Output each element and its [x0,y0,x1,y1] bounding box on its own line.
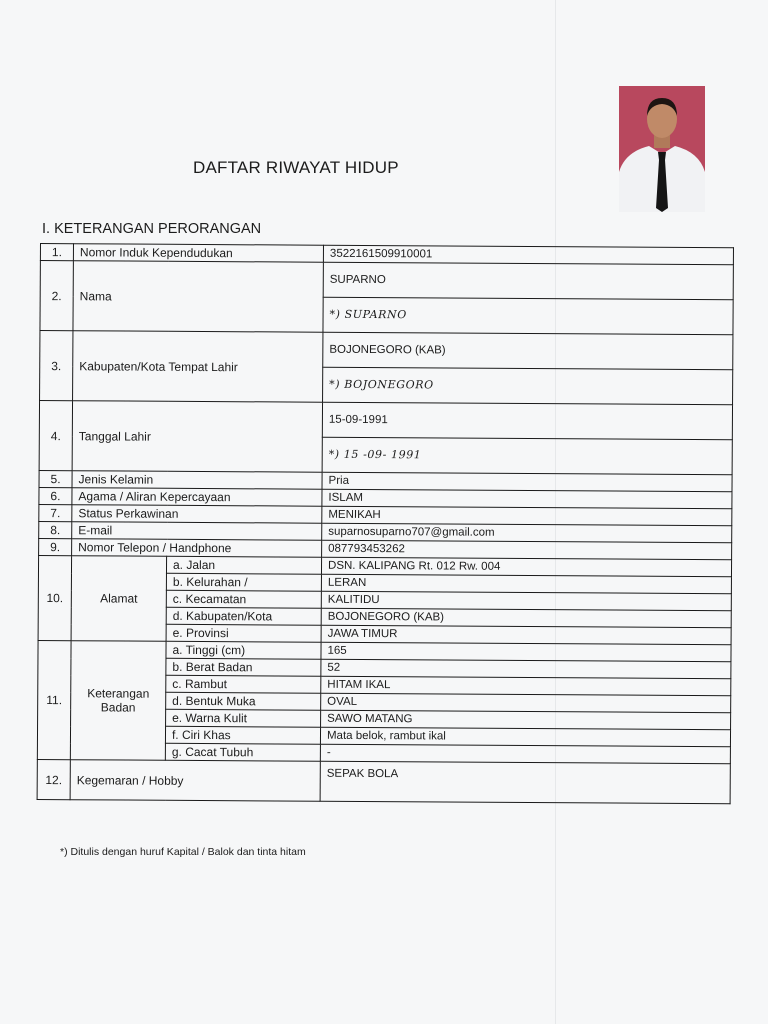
row-number: 10. [38,555,72,640]
field-label: Jenis Kelamin [72,471,322,490]
sub-label: c. Kecamatan [166,590,321,608]
row-number: 3. [40,331,73,401]
field-value: OVAL [321,693,731,713]
row-number: 12. [37,759,70,799]
field-value: JAWA TIMUR [321,625,731,645]
field-value: ISLAM [322,489,732,509]
field-label: Alamat [71,556,167,642]
row-number: 8. [39,521,72,538]
sub-label: b. Kelurahan / [166,573,321,591]
field-label: Kabupaten/Kota Tempat Lahir [73,331,323,403]
sub-label: g. Cacat Tubuh [165,743,320,761]
sub-label: f. Ciri Khas [165,726,320,744]
phone-value: 087793453262 [322,540,732,560]
sub-label: d. Kabupaten/Kota [166,607,321,625]
field-value: 15-09-1991 [322,402,732,440]
field-value: LERAN [321,574,731,594]
field-label: Nama [73,261,323,333]
section-heading: I. KETERANGAN PERORANGAN [42,221,262,237]
field-label: Nomor Induk Kependudukan [73,244,323,263]
row-number: 1. [40,244,73,261]
sub-label: a. Jalan [166,556,321,574]
table-row [40,261,733,300]
field-label: Nomor Telepon / Handphone [72,539,322,558]
field-value: Pria [322,472,732,492]
table-row [40,331,733,370]
field-value: KALITIDU [321,591,731,611]
row-number: 9. [39,538,72,555]
row-number: 11. [37,640,71,759]
field-label [70,641,166,761]
field-label: Kegemaran / Hobby [70,760,320,802]
field-value: BOJONEGORO (KAB) [323,332,733,370]
field-label: Status Perkawinan [72,505,322,524]
handwritten-value: *) SUPARNO [323,297,733,335]
handwritten-value: *) 15 -09- 1991 [322,437,732,475]
document-title: DAFTAR RIWAYAT HIDUP [193,158,399,177]
table-row [37,759,730,803]
field-value: 3522161509910001 [323,245,733,265]
field-label-line: Keterangan [87,686,150,701]
row-number: 2. [40,261,73,331]
row-number: 4. [39,401,72,471]
field-label-line: Badan [100,700,136,715]
sub-label: c. Rambut [166,675,321,693]
handwritten-value: *) BOJONEGORO [323,367,733,405]
sub-label: d. Bentuk Muka [166,692,321,710]
footnote: *) Ditulis dengan huruf Kapital / Balok dan tinta hitam [60,846,306,858]
field-value: 52 [321,659,731,679]
field-label: Tanggal Lahir [72,401,322,473]
field-value: DSN. KALIPANG Rt. 012 Rw. 004 [321,557,731,577]
field-value: SUPARNO [323,262,733,300]
sub-label: b. Berat Badan [166,658,321,676]
row-number: 7. [39,504,72,521]
field-value: BOJONEGORO (KAB) [321,608,731,628]
field-value: HITAM IKAL [321,676,731,696]
field-label: Agama / Aliran Kepercayaan [72,488,322,507]
profile-photo [619,86,705,212]
field-value: SAWO MATANG [321,710,731,730]
sub-label: e. Provinsi [166,624,321,642]
field-value: MENIKAH [322,506,732,526]
row-number: 5. [39,470,72,487]
sub-label: a. Tinggi (cm) [166,641,321,659]
field-label: E-mail [72,522,322,541]
sub-label: e. Warna Kulit [166,709,321,727]
table-row [38,555,731,576]
table-row [38,640,731,661]
field-value: 165 [321,642,731,662]
field-value: - [320,744,730,764]
table-row [39,401,732,440]
field-value: SEPAK BOLA [320,761,730,804]
personal-info-table [37,243,734,804]
row-number: 6. [39,487,72,504]
field-value: Mata belok, rambut ikal [320,727,730,747]
email-value: suparnosuparno707@gmail.com [322,523,732,543]
